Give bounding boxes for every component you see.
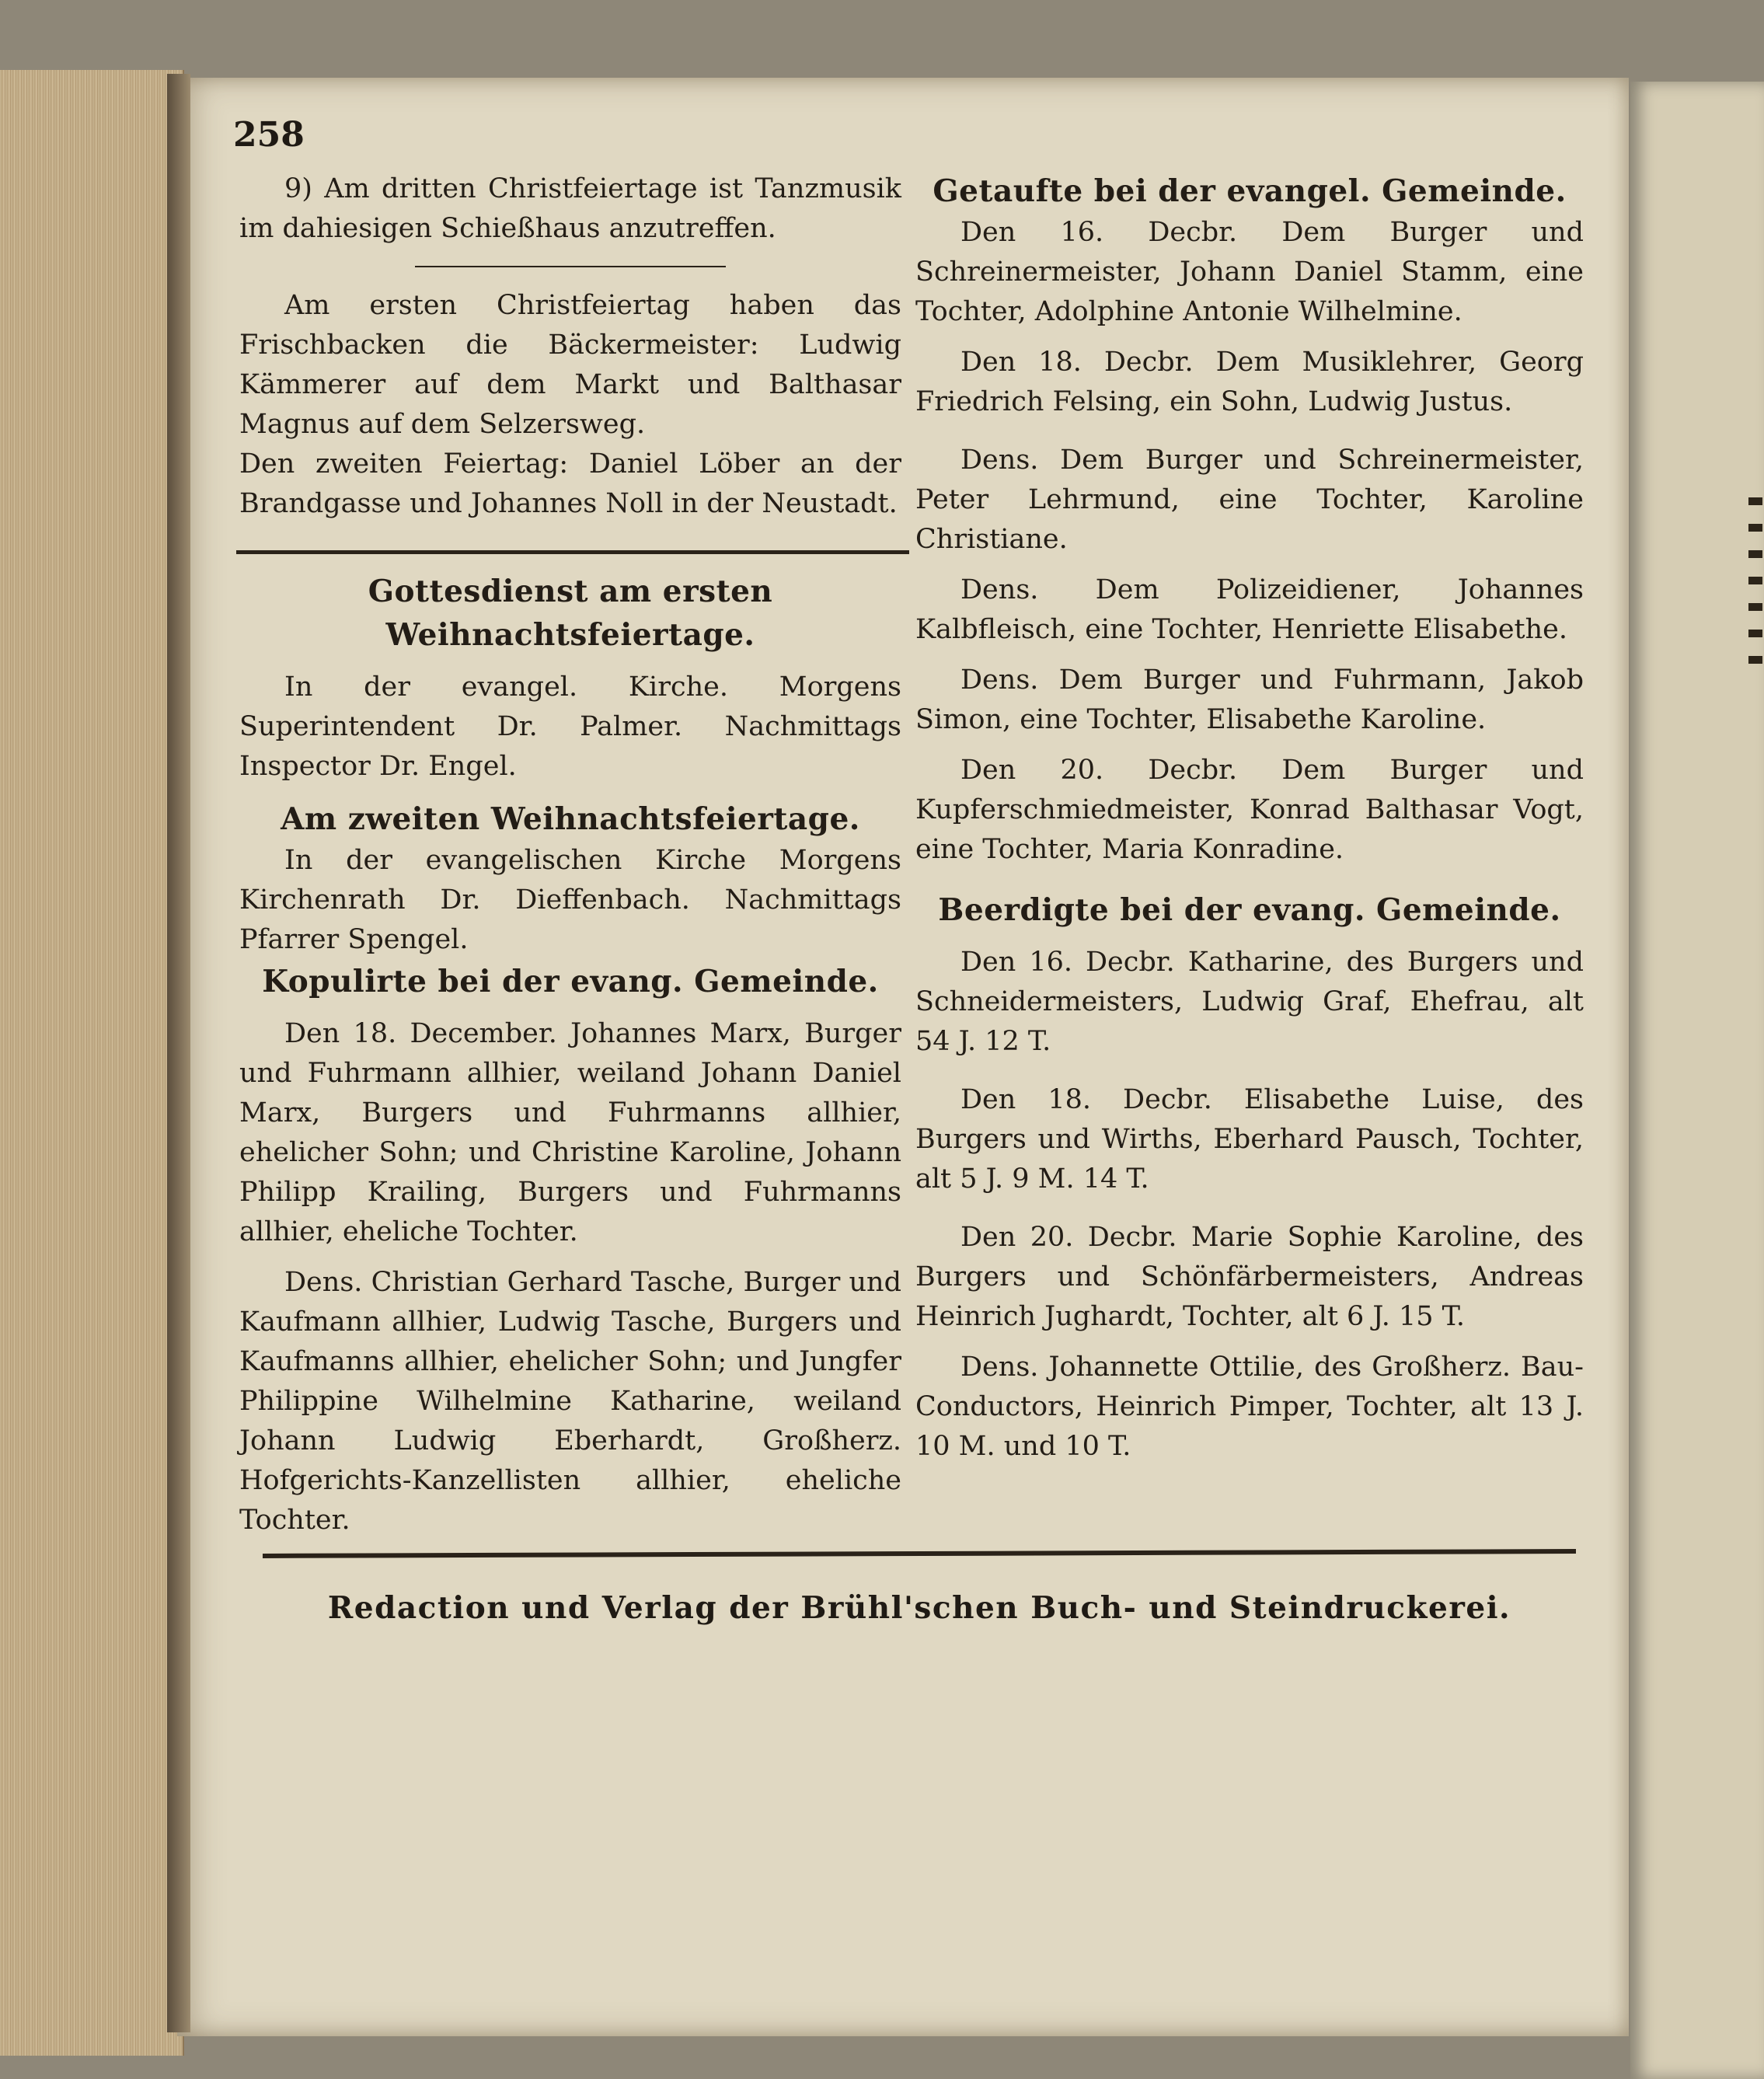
- divider-short: [415, 266, 726, 267]
- heading-married: Kopulirte bei der evang. Gemeinde.: [262, 964, 879, 999]
- next-page-edge: [1630, 82, 1764, 2079]
- book-gutter: [167, 74, 190, 2032]
- publisher-imprint: Redaction und Verlag der Brühl'schen Buch- und Steindruckerei.: [327, 1590, 1511, 1626]
- heading-service-second-day: Am zweiten Weihnachtsfeiertage.: [281, 801, 860, 837]
- buried-entry-2: Den 18. Decbr. Elisabethe Luise, des Burgers und Wirths, Eberhard Pausch, Tochter, alt 5 J. 9 M. 14 T.: [915, 1084, 1584, 1195]
- service-first-day: In der evangel. Kirche. Morgens Superintendent Dr. Palmer. Nachmittags Inspector Dr. Engel.: [239, 671, 901, 782]
- heading-service-first-day: Gottesdienst am ersten Weihnachtsfeiertage.: [368, 574, 773, 653]
- next-page-marks: [1748, 497, 1764, 682]
- service-second-day: In der evangelischen Kirche Morgens Kirchenrath Dr. Dieffenbach. Nachmittags Pfarrer Spengel.: [239, 845, 901, 955]
- baptized-entry-2: Den 18. Decbr. Dem Musiklehrer, Georg Friedrich Felsing, ein Sohn, Ludwig Justus.: [915, 347, 1584, 417]
- married-entry-2: Dens. Christian Gerhard Tasche, Burger und Kaufmann allhier, Ludwig Tasche, Burgers und Kaufmanns allhier, ehelicher Sohn; und Jungfer Philippine Wilhelmine Katharine, weiland Johann Ludwig Eberhardt, Großherz. Hofgerichts-Kanzellisten allhier, eheliche Tochter.: [239, 1267, 901, 1536]
- left-column: [239, 169, 901, 1540]
- baptized-entry-4: Dens. Dem Polizeidiener, Johannes Kalbfleisch, eine Tochter, Henriette Elisabethe.: [915, 574, 1584, 645]
- baptized-entry-3: Dens. Dem Burger und Schreinermeister, Peter Lehrmund, eine Tochter, Karoline Christiane.: [915, 445, 1584, 555]
- baptized-entry-6: Den 20. Decbr. Dem Burger und Kupferschmiedmeister, Konrad Balthasar Vogt, eine Tochter, Maria Konradine.: [915, 755, 1584, 865]
- baptized-entry-1: Den 16. Decbr. Dem Burger und Schreinermeister, Johann Daniel Stamm, eine Tochter, Adolphine Antonie Wilhelmine.: [915, 217, 1584, 327]
- buried-entry-4: Dens. Johannette Ottilie, des Großherz. Bau-Conductors, Heinrich Pimper, Tochter, alt 13 J. 10 M. und 10 T.: [915, 1352, 1584, 1462]
- buried-entry-1: Den 16. Decbr. Katharine, des Burgers und Schneidermeisters, Ludwig Graf, Ehefrau, alt 54 J. 12 T.: [915, 947, 1584, 1057]
- baking-notice-1: Am ersten Christfeiertag haben das Frischbacken die Bäckermeister: Ludwig Kämmerer auf dem Markt und Balthasar Magnus auf dem Selzersweg.: [239, 290, 901, 440]
- page-number: 258: [233, 115, 305, 155]
- buried-entry-3: Den 20. Decbr. Marie Sophie Karoline, des Burgers und Schönfärbermeisters, Andreas Heinrich Jughardt, Tochter, alt 6 J. 15 T.: [915, 1222, 1584, 1332]
- page-edges: [0, 70, 184, 2056]
- notice-9: 9) Am dritten Christfeiertage ist Tanzmusik im dahiesigen Schießhaus anzutreffen.: [239, 173, 901, 244]
- divider-long: [236, 550, 909, 554]
- right-column: [915, 169, 1584, 1467]
- baptized-entry-5: Dens. Dem Burger und Fuhrmann, Jakob Simon, eine Tochter, Elisabethe Karoline.: [915, 665, 1584, 735]
- heading-baptized: Getaufte bei der evangel. Gemeinde.: [933, 173, 1567, 209]
- baking-notice-2: Den zweiten Feiertag: Daniel Löber an der Brandgasse und Johannes Noll in der Neustadt.: [239, 448, 901, 519]
- heading-buried: Beerdigte bei der evang. Gemeinde.: [938, 892, 1561, 928]
- married-entry-1: Den 18. December. Johannes Marx, Burger und Fuhrmann allhier, weiland Johann Daniel Marx, Burgers und Fuhrmanns allhier, ehelicher Sohn; und Christine Karoline, Johann Philipp Krailing, Burgers und Fuhrmanns allhier, eheliche Tochter.: [239, 1018, 901, 1247]
